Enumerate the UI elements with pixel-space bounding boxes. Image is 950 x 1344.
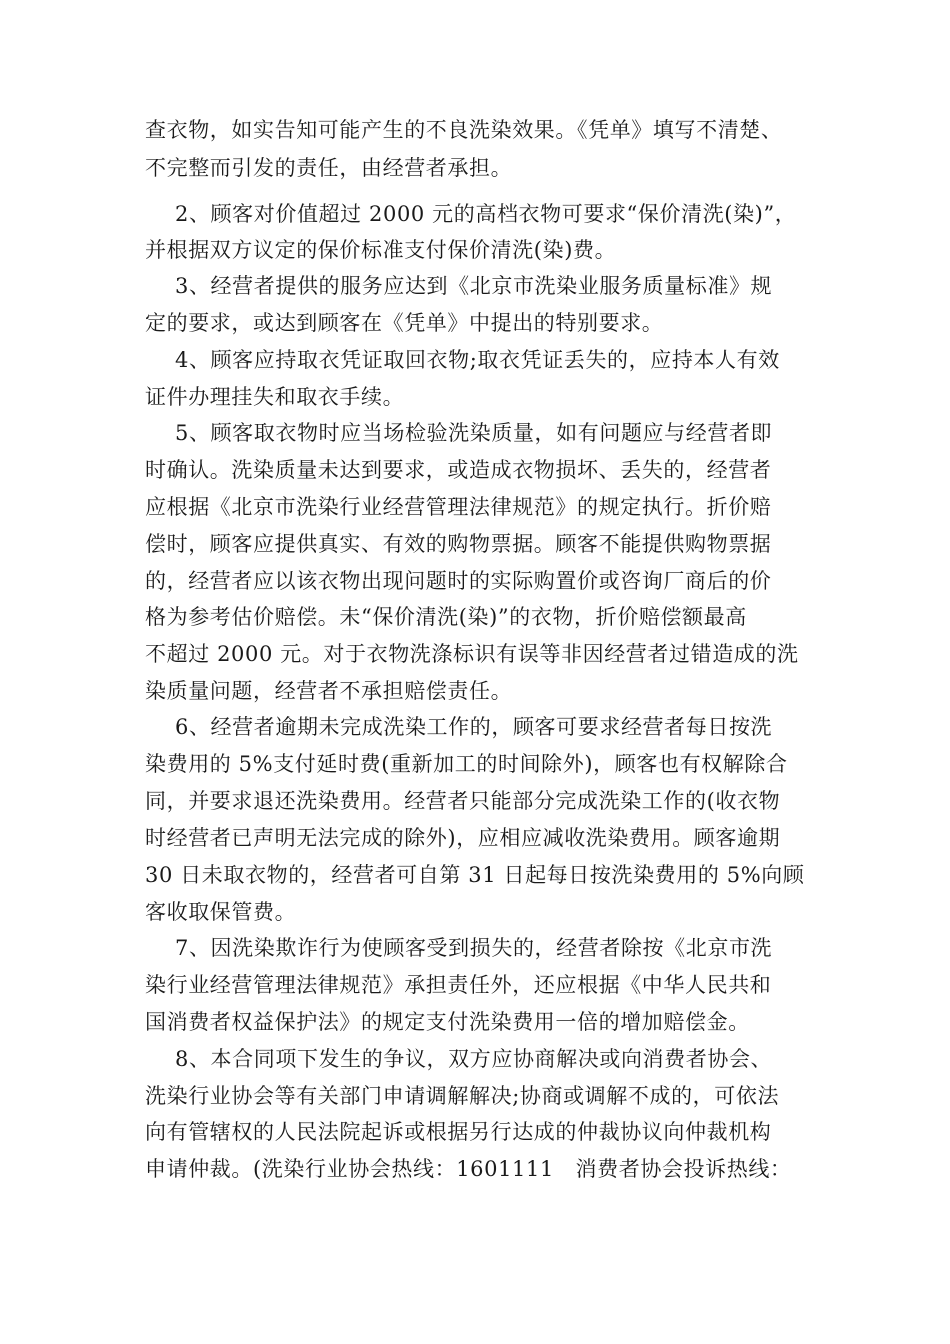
text-line: 国消费者权益保护法》的规定支付洗染费用一倍的增加赔偿金。	[145, 1010, 750, 1034]
text-line: 偿时，顾客应提供真实、有效的购物票据。顾客不能提供购物票据	[145, 532, 772, 556]
text-line: 查衣物，如实告知可能产生的不良洗染效果。《凭单》填写不清楚、	[145, 118, 783, 142]
text-line: 并根据双方议定的保价标准支付保价清洗(染)费。	[145, 238, 617, 262]
clause-5-line: 5、顾客取衣物时应当场检验洗染质量，如有问题应与经营者即	[175, 421, 773, 445]
text-line: 申请仲裁。(洗染行业协会热线：1601111 消费者协会投诉热线：	[145, 1157, 792, 1181]
text-line: 时经营者已声明无法完成的除外)，应相应减收洗染费用。顾客逾期	[145, 826, 781, 850]
clause-6-line: 6、经营者逾期未完成洗染工作的，顾客可要求经营者每日按洗	[175, 715, 773, 739]
text-line: 时确认。洗染质量未达到要求，或造成衣物损坏、丢失的，经营者	[145, 458, 772, 482]
text-line: 染费用的 5%支付延时费(重新加工的时间除外)，顾客也有权解除合	[145, 752, 788, 776]
text-line: 同，并要求退还洗染费用。经营者只能部分完成洗染工作的(收衣物	[145, 789, 781, 813]
text-line: 洗染行业协会等有关部门申请调解解决;协商或调解不成的，可依法	[145, 1084, 780, 1108]
text-line: 证件办理挂失和取衣手续。	[145, 385, 405, 409]
text-line: 的，经营者应以该衣物出现问题时的实际购置价或咨询厂商后的价	[145, 569, 772, 593]
clause-7-line: 7、因洗染欺诈行为使顾客受到损失的，经营者除按《北京市洗	[175, 936, 773, 960]
text-line: 定的要求，或达到顾客在《凭单》中提出的特别要求。	[145, 311, 664, 335]
clause-8-line: 8、本合同项下发生的争议，双方应协商解决或向消费者协会、	[175, 1047, 773, 1071]
text-line: 染行业经营管理法律规范》承担责任外，还应根据《中华人民共和	[145, 973, 772, 997]
text-line: 染质量问题，经营者不承担赔偿责任。	[145, 679, 513, 703]
text-line: 客收取保管费。	[145, 900, 297, 924]
text-line: 应根据《北京市洗染行业经营管理法律规范》的规定执行。折价赔	[145, 495, 772, 519]
clause-3-line: 3、经营者提供的服务应达到《北京市洗染业服务质量标准》规	[175, 274, 773, 298]
text-line: 30 日未取衣物的，经营者可自第 31 日起每日按洗染费用的 5%向顾	[145, 863, 805, 887]
text-line: 向有管辖权的人民法院起诉或根据另行达成的仲裁协议向仲裁机构	[145, 1120, 772, 1144]
text-line: 不超过 2000 元。对于衣物洗涤标识有误等非因经营者过错造成的洗	[145, 642, 799, 666]
clause-4-line: 4、顾客应持取衣凭证取回衣物;取衣凭证丢失的，应持本人有效	[175, 348, 780, 372]
text-line: 格为参考估价赔偿。未“保价清洗(染)”的衣物，折价赔偿额最高	[145, 605, 747, 629]
clause-2-line: 2、顾客对价值超过 2000 元的高档衣物可要求“保价清洗(染)”，	[175, 202, 797, 226]
text-line: 不完整而引发的责任，由经营者承担。	[145, 156, 513, 180]
